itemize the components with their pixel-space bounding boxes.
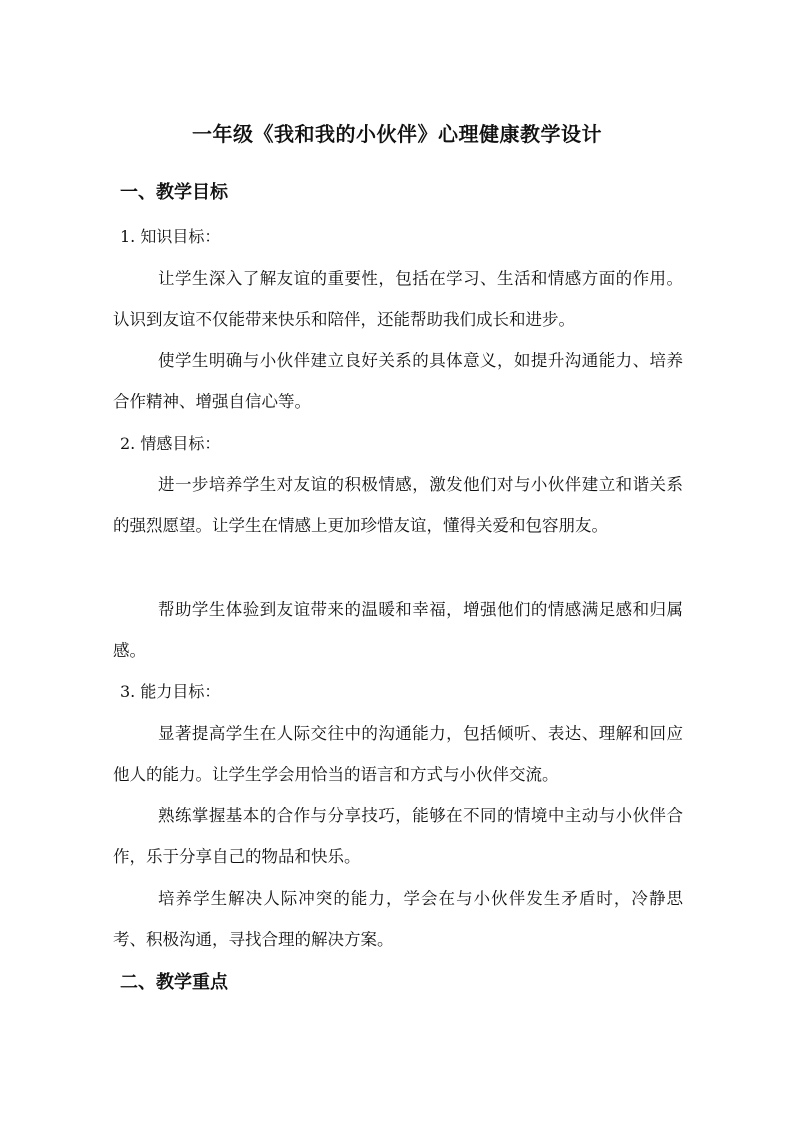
document-title: 一年级《我和我的小伙伴》心理健康教学设计 xyxy=(192,122,602,146)
paragraph-emotion-1: 进一步培养学生对友谊的积极情感，激发他们对与小伙伴建立和谐关系的强烈愿望。让学生在情感上更加珍惜友谊，懂得关爱和包容朋友。 xyxy=(113,475,683,535)
paragraph-ability-2: 熟练掌握基本的合作与分享技巧，能够在不同的情境中主动与小伙伴合作，乐于分享自己的物品和快乐。 xyxy=(113,806,683,866)
subheading-ability-goal: 3. 能力目标： xyxy=(120,682,221,701)
paragraph-ability-1: 显著提高学生在人际交往中的沟通能力，包括倾听、表达、理解和回应他人的能力。让学生学会用恰当的语言和方式与小伙伴交流。 xyxy=(113,724,683,784)
section-heading-teaching-goals: 一、教学目标 xyxy=(120,182,228,203)
paragraph-ability-3: 培养学生解决人际冲突的能力，学会在与小伙伴发生矛盾时，冷静思考、积极沟通，寻找合理的解决方案。 xyxy=(113,889,683,949)
subheading-knowledge-goal: 1. 知识目标： xyxy=(120,227,221,246)
paragraph-emotion-2: 帮助学生体验到友谊带来的温暖和幸福，增强他们的情感满足感和归属感。 xyxy=(113,600,683,660)
paragraph-knowledge-1: 让学生深入了解友谊的重要性，包括在学习、生活和情感方面的作用。认识到友谊不仅能带来快乐和陪伴，还能帮助我们成长和进步。 xyxy=(113,269,683,329)
paragraph-knowledge-2: 使学生明确与小伙伴建立良好关系的具体意义，如提升沟通能力、培养合作精神、增强自信心等。 xyxy=(113,351,683,411)
subheading-emotion-goal: 2. 情感目标： xyxy=(120,434,221,453)
section-heading-teaching-focus: 二、教学重点 xyxy=(120,972,228,993)
